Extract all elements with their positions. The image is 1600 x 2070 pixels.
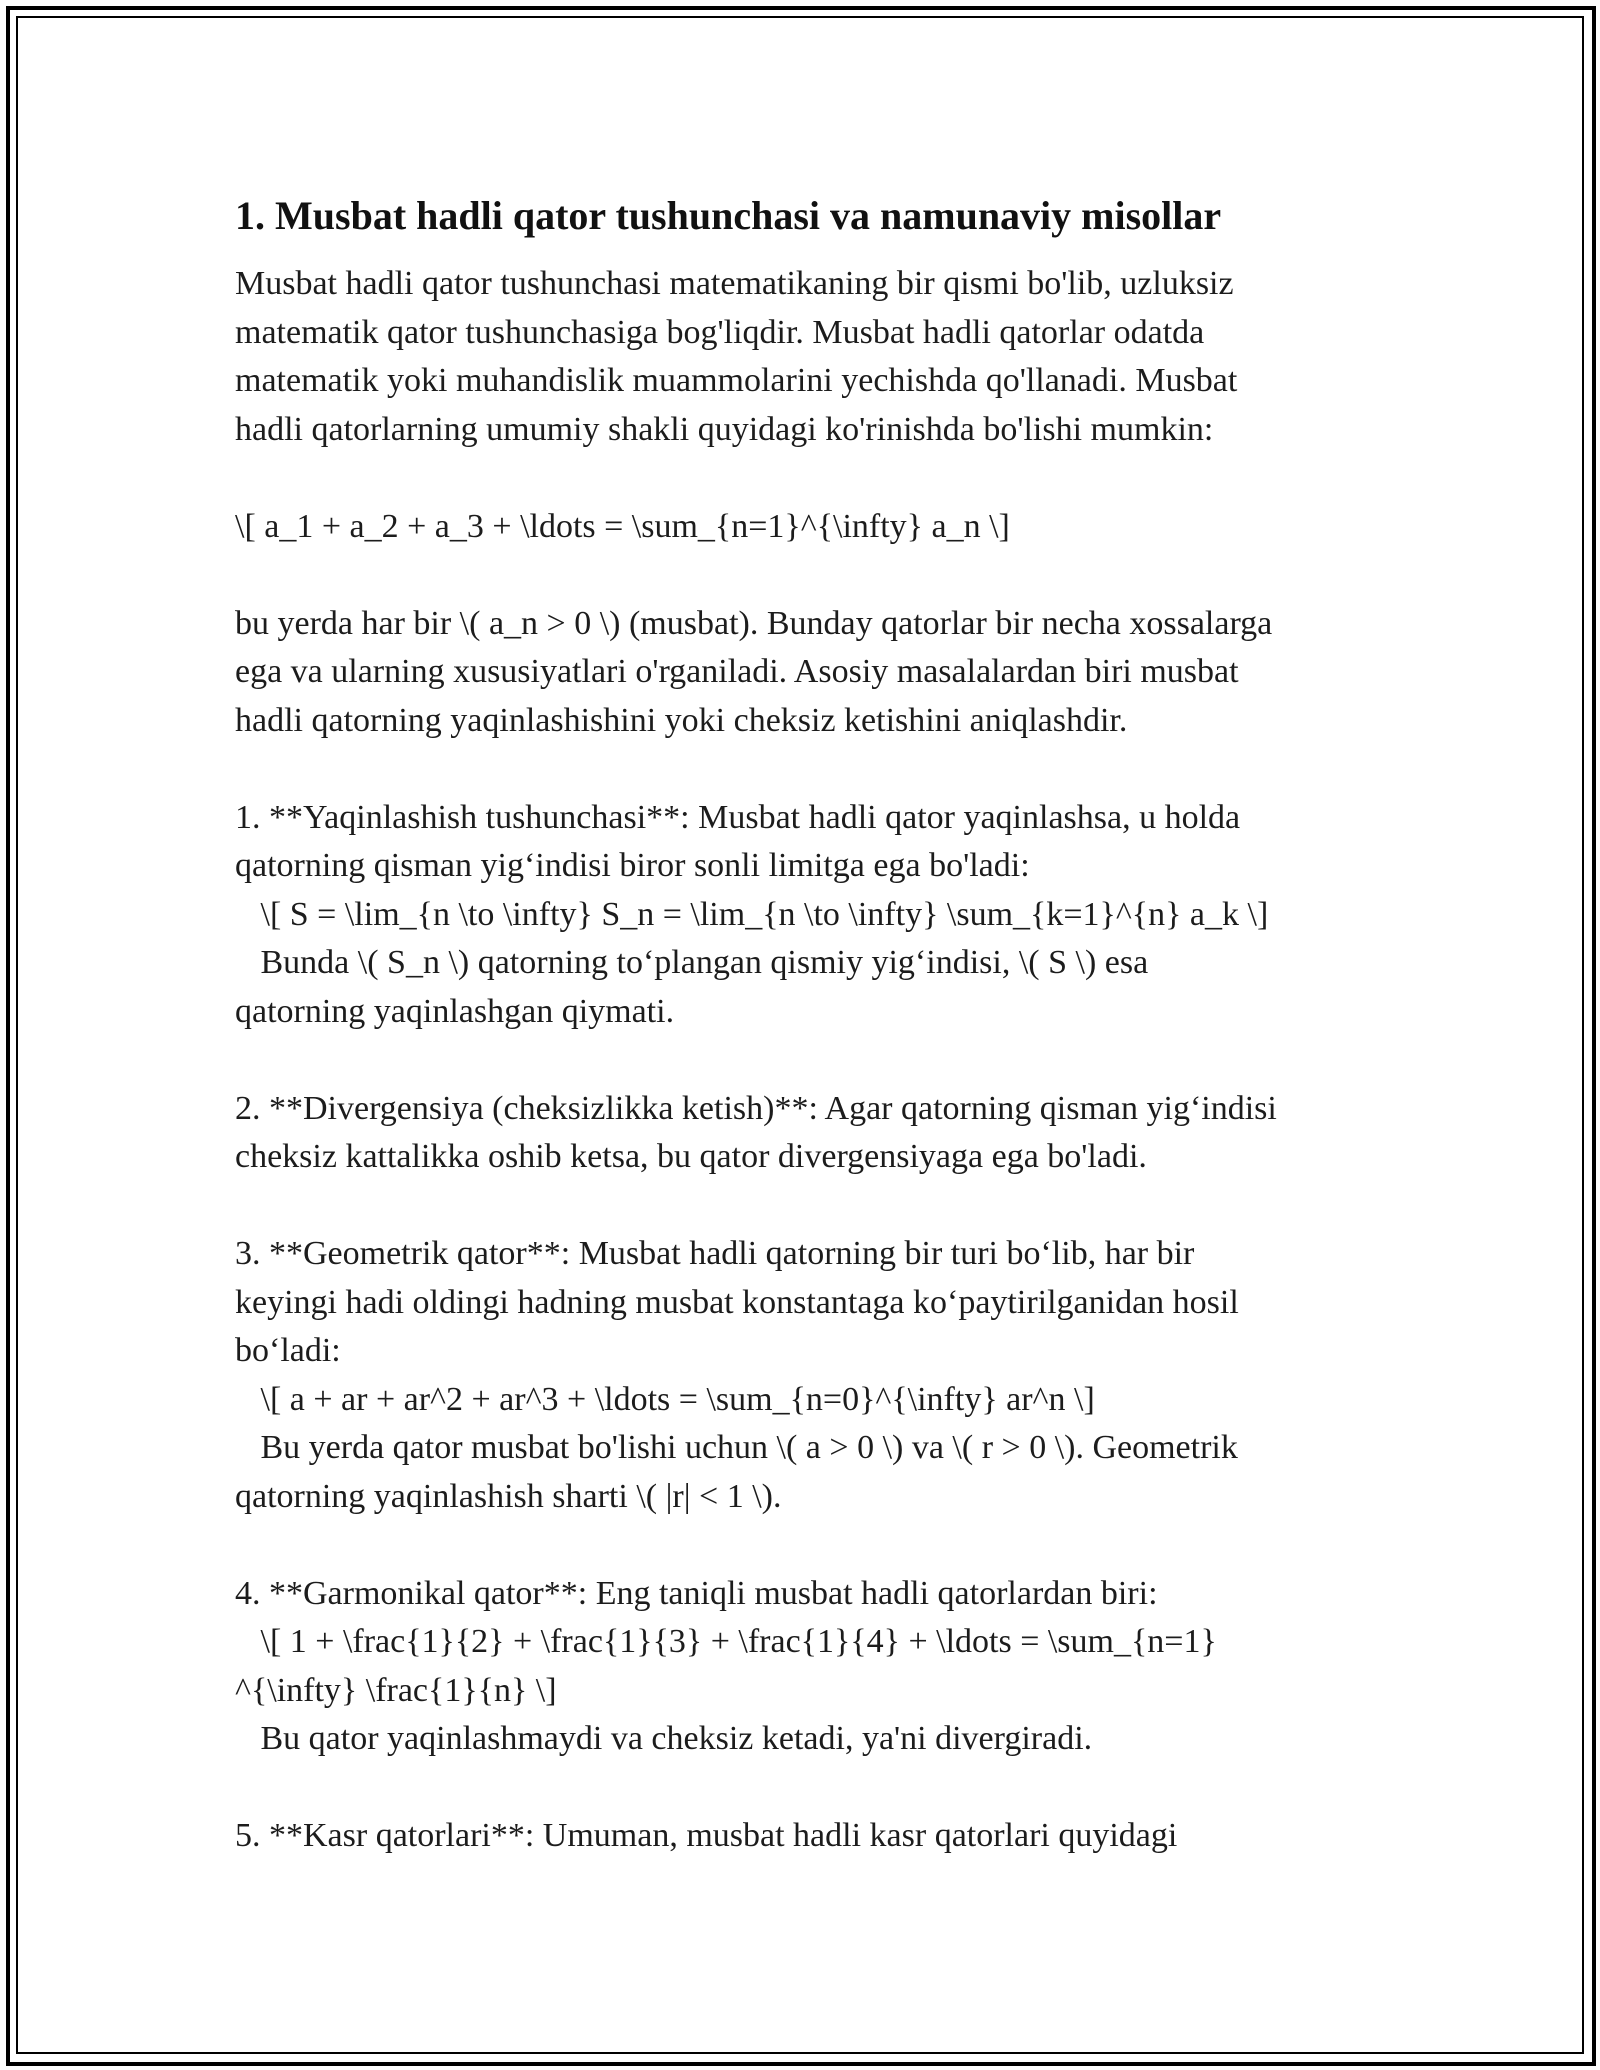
document-content (235, 186, 1385, 1861)
section-title: 1. Musbat hadli qator tushunchasi va namunaviy misollar (235, 193, 1222, 238)
section-body: Musbat hadli qator tushunchasi matematikaning bir qismi bo'lib, uzluksiz matematik qator tushunchasiga bog'liqdir. Musbat hadli qatorlar odatda matematik yoki muhandislik muammolarini yechishda qo'llanadi. Musbat hadli qatorlarning umumiy shakli quyidagi ko'rinishda bo'lishi mumkin: \[ a_1 + a_2 + a_3 + \ldots = \sum_{n=1}^{\infty} a_n \] bu yerda har bir \( a_n > 0 \) (musbat). Bunday qatorlar bir necha xossalarga ega va ularning xususiyatlari o'rganiladi. Asosiy masalalardan biri musbat hadli qatorning yaqinlashishini yoki cheksiz ketishini aniqlashdir. 1. **Yaqinlashish tushunchasi**: Musbat hadli qator yaqinlashsa, u holda qatorning qisman yig‘indisi biror sonli limitga ega bo'ladi: \[ S = \lim_{n \to \infty} S_n = \lim_{n \to \infty} \sum_{k=1}^{n} a_k \] Bunda \( S_n \) qatorning to‘plangan qismiy yig‘indisi, \( S \) esa qatorning yaqinlashgan qiymati. 2. **Divergensiya (cheksizlikka ketish)**: Agar qatorning qisman yig‘indisi cheksiz kattalikka oshib ketsa, bu qator divergensiyaga ega bo'ladi. 3. **Geometrik qator**: Musbat hadli qatorning bir turi bo‘lib, har bir keyingi hadi oldingi hadning musbat konstantaga ko‘paytirilganidan hosil bo‘ladi: \[ a + ar + ar^2 + ar^3 + \ldots = \sum_{n=0}^{\infty} ar^n \] Bu yerda qator musbat bo'lishi uchun \( a > 0 \) va \( r > 0 \). Geometrik qatorning yaqinlashish sharti \( |r| < 1 \). 4. **Garmonikal qator**: Eng taniqli musbat hadli qatorlardan biri: \[ 1 + \frac{1}{2} + \frac{1}{3} + \frac{1}{4} + \ldots = \sum_{n=1} ^{\infty} \frac{1}{n} \] Bu qator yaqinlashmaydi va cheksiz ketadi, ya'ni divergiradi. 5. **Kasr qatorlari**: Umuman, musbat hadli kasr qatorlari quyidagi (235, 265, 1277, 1854)
